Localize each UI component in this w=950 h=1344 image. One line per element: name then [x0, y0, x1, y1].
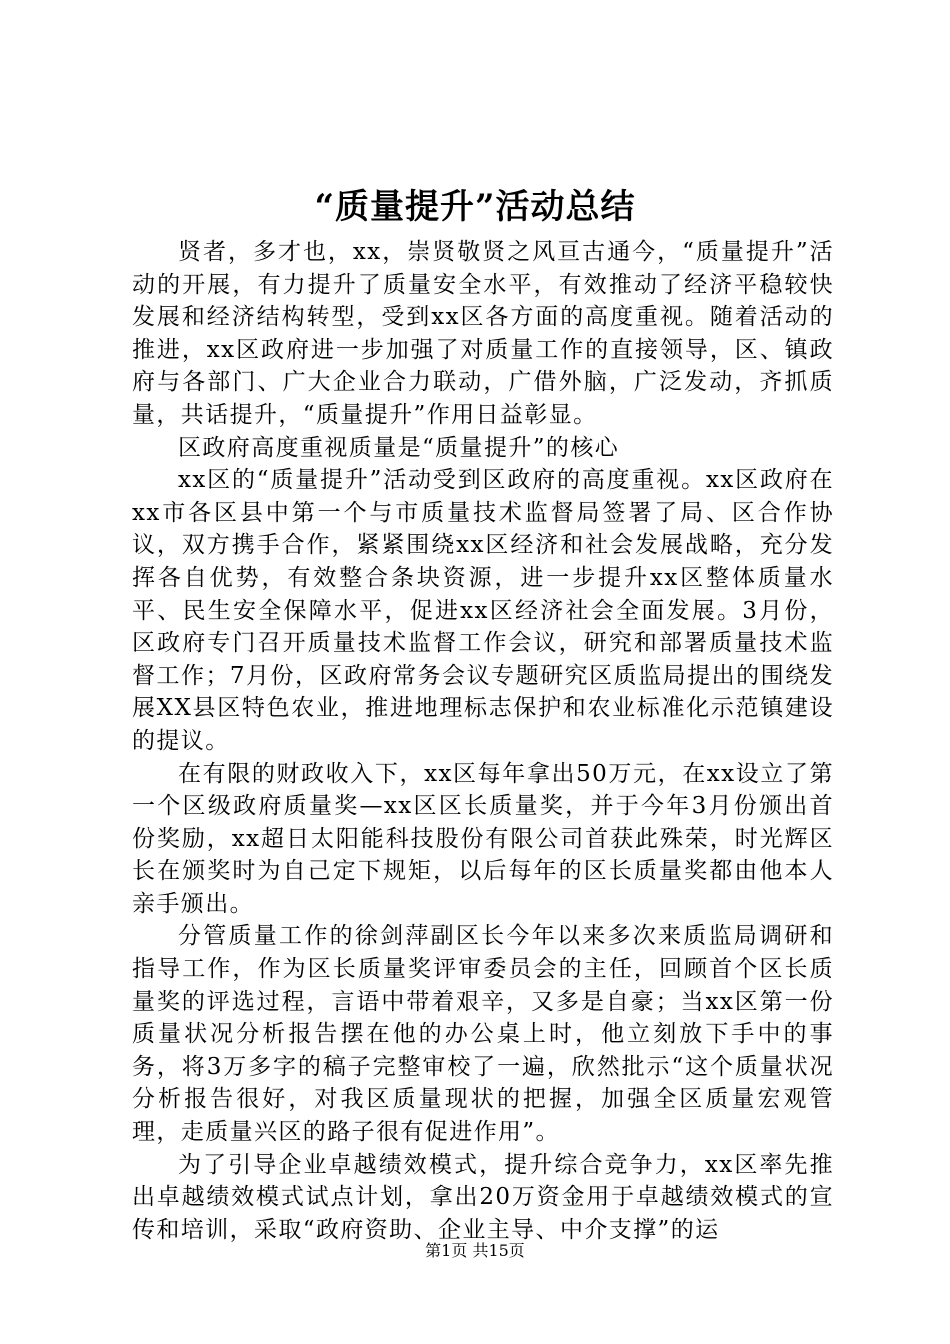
paragraph-excellence-model: 为了引导企业卓越绩效模式，提升综合竞争力，xx区率先推出卓越绩效模式试点计划，拿出20万资金用于卓越绩效模式的宣传和培训，采取“政府资助、企业主导、中介支撑”的运 — [132, 1151, 834, 1243]
paragraph-quality-award: 在有限的财政收入下，xx区每年拿出50万元，在xx设立了第一个区级政府质量奖—xx区区长质量奖，并于今年3月份颁出首份奖励，xx超日太阳能科技股份有限公司首获此殊荣，时光辉区长在颁奖时为自己定下规矩，以后每年的区长质量奖都由他本人亲手颁出。 — [132, 760, 834, 917]
paragraph-government: xx区的“质量提升”活动受到区政府的高度重视。xx区政府在xx市各区县中第一个与市质量技术监督局签署了局、区合作协议，双方携手合作，紧紧围绕xx区经济和社会发展战略，充分发挥各自优势，有效整合条块资源，进一步提升xx区整体质量水平、民生安全保障水平，促进xx区经济社会全面发展。3月份，区政府专门召开质量技术监督工作会议，研究和部署质量技术监督工作；7月份，区政府常务会议专题研究区质监局提出的围绕发展XX县区特色农业，推进地理标志保护和农业标准化示范镇建设的提议。 — [132, 467, 834, 754]
paragraph-intro: 贤者，多才也，xx，崇贤敬贤之风亘古通今，“质量提升”活动的开展，有力提升了质量安全水平，有效推动了经济平稳较快发展和经济结构转型，受到xx区各方面的高度重视。随着活动的推进，xx区政府进一步加强了对质量工作的直接领导，区、镇政府与各部门、广大企业合力联动，广借外脑，广泛发动，齐抓质量，共话提升，“质量提升”作用日益彰显。 — [132, 239, 834, 428]
document-body — [132, 236, 834, 1246]
page-number-footer: 第1页 共15页 — [425, 1241, 525, 1260]
section-heading: 区政府高度重视质量是“质量提升”的核心 — [178, 434, 620, 461]
document-title: “质量提升”活动总结 — [314, 187, 636, 227]
paragraph-deputy-mayor: 分管质量工作的徐剑萍副区长今年以来多次来质监局调研和指导工作，作为区长质量奖评审委员会的主任，回顾首个区长质量奖的评选过程，言语中带着艰辛，又多是自豪；当xx区第一份质量状况分析报告摆在他的办公桌上时，他立刻放下手中的事务，将3万多字的稿子完整审校了一遍，欣然批示“这个质量状况分析报告很好，对我区质量现状的把握，加强全区质量宏观管理，走质量兴区的路子很有促进作用”。 — [132, 923, 834, 1146]
